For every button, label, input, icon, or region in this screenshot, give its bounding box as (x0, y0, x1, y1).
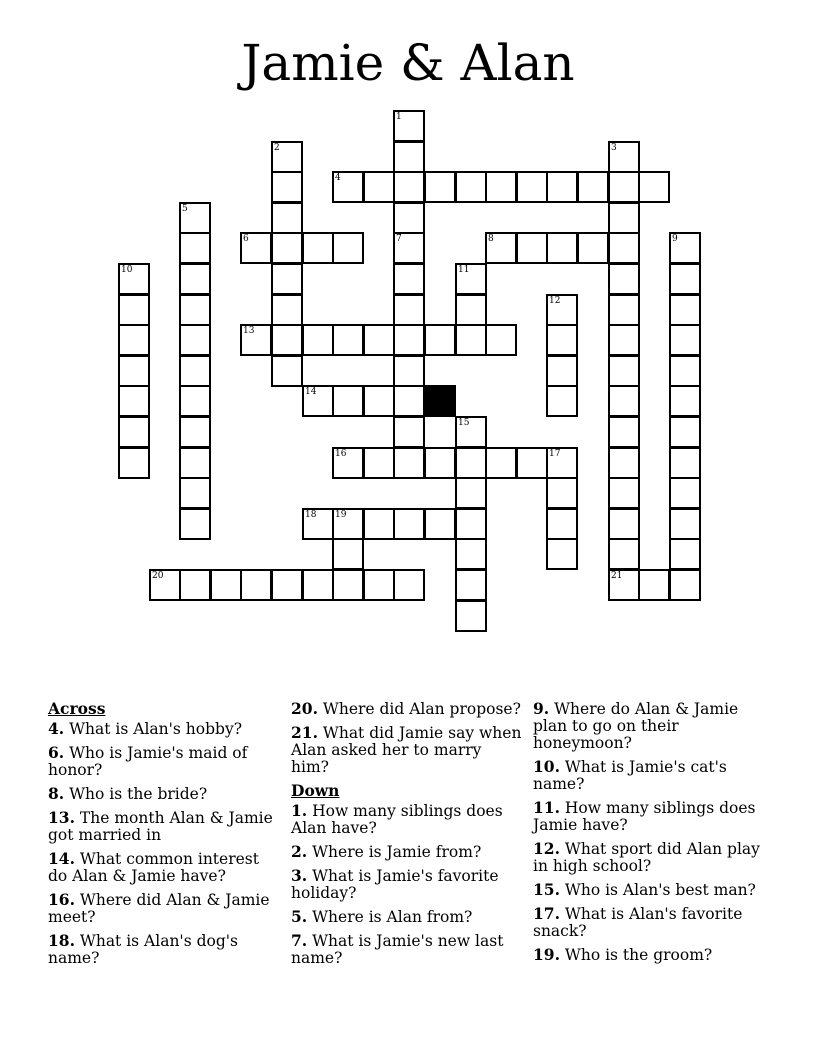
clue-across-14[interactable] (48, 850, 276, 885)
grid-cell[interactable] (546, 447, 578, 479)
clue-text: How many siblings does Alan have? (291, 802, 503, 837)
grid-cell[interactable] (638, 171, 670, 203)
grid-cell[interactable] (393, 263, 425, 295)
clue-number: 19. (533, 945, 560, 964)
cell-number: 21 (611, 571, 623, 581)
clue-number: 3. (291, 866, 308, 885)
grid-cell[interactable] (332, 447, 364, 479)
grid-cell[interactable] (179, 477, 211, 509)
clue-text: Where did Alan & Jamie meet? (48, 891, 270, 926)
grid-cell[interactable] (455, 324, 487, 356)
clue-down-9[interactable] (533, 700, 763, 752)
grid-cell[interactable] (577, 232, 609, 264)
clue-number: 15. (533, 880, 560, 899)
cell-number: 18 (305, 510, 317, 520)
grid-cell[interactable] (210, 569, 242, 601)
clue-column-2 (291, 700, 523, 973)
clue-across-13[interactable] (48, 809, 276, 844)
grid-cell[interactable] (393, 569, 425, 601)
grid-cell[interactable] (393, 110, 425, 142)
clue-number: 13. (48, 808, 75, 827)
grid-cell[interactable] (363, 508, 395, 540)
grid-cell[interactable] (608, 202, 640, 234)
cell-number: 2 (274, 143, 280, 153)
clue-text: Where did Alan propose? (322, 700, 521, 718)
grid-cell[interactable] (455, 538, 487, 570)
cell-number: 16 (335, 449, 347, 459)
clue-column-3 (533, 700, 763, 970)
cell-number: 7 (396, 234, 402, 244)
grid-cell[interactable] (271, 232, 303, 264)
grid-cell[interactable] (271, 171, 303, 203)
grid-cell[interactable] (302, 232, 334, 264)
grid-cell[interactable] (118, 263, 150, 295)
grid-cell[interactable] (179, 569, 211, 601)
cell-number: 20 (152, 571, 164, 581)
grid-cell[interactable] (669, 294, 701, 326)
grid-cell[interactable] (332, 171, 364, 203)
clue-across-4[interactable] (48, 720, 276, 738)
clue-text: What is Alan's favorite snack? (533, 905, 743, 940)
grid-cell[interactable] (669, 569, 701, 601)
grid-cell[interactable] (179, 294, 211, 326)
clue-down-10[interactable] (533, 758, 763, 793)
grid-cell[interactable] (669, 508, 701, 540)
clue-text: Who is Alan's best man? (564, 881, 756, 899)
grid-cell[interactable] (608, 538, 640, 570)
grid-cell[interactable] (271, 202, 303, 234)
grid-cell[interactable] (455, 263, 487, 295)
cell-number: 14 (305, 387, 317, 397)
cell-number: 3 (611, 143, 617, 153)
clue-down-15[interactable] (533, 881, 763, 899)
clue-text: Who is the groom? (564, 946, 713, 964)
grid-cell[interactable] (271, 294, 303, 326)
grid-cell[interactable] (455, 294, 487, 326)
grid-cell[interactable] (455, 171, 487, 203)
grid-cell[interactable] (455, 569, 487, 601)
grid-cell[interactable] (669, 385, 701, 417)
grid-cell[interactable] (393, 355, 425, 387)
grid-cell[interactable] (608, 232, 640, 264)
cell-number: 5 (182, 204, 188, 214)
grid-cell[interactable] (363, 385, 395, 417)
clue-across-16[interactable] (48, 891, 276, 926)
cell-number: 15 (458, 418, 470, 428)
grid-cell[interactable] (455, 477, 487, 509)
grid-cell[interactable] (363, 171, 395, 203)
cell-number: 8 (488, 234, 494, 244)
grid-cell[interactable] (271, 569, 303, 601)
clue-number: 20. (291, 699, 318, 718)
grid-cell[interactable] (485, 232, 517, 264)
cell-number: 4 (335, 173, 341, 183)
clue-across-21[interactable] (291, 724, 523, 776)
clue-down-1[interactable] (291, 802, 523, 837)
grid-cell[interactable] (669, 324, 701, 356)
clue-number: 1. (291, 801, 308, 820)
grid-cell[interactable] (118, 355, 150, 387)
clue-number: 18. (48, 931, 75, 950)
grid-cell[interactable] (393, 447, 425, 479)
clue-number: 11. (533, 798, 560, 817)
clue-across-8[interactable] (48, 785, 276, 803)
grid-cell[interactable] (485, 447, 517, 479)
grid-cell[interactable] (669, 477, 701, 509)
cell-number: 12 (549, 296, 561, 306)
grid-cell[interactable] (608, 294, 640, 326)
grid-cell[interactable] (332, 385, 364, 417)
across-heading: Across (48, 699, 106, 718)
grid-cell[interactable] (669, 355, 701, 387)
grid-cell[interactable] (608, 447, 640, 479)
grid-cell[interactable] (546, 294, 578, 326)
grid-cell[interactable] (669, 232, 701, 264)
cell-number: 11 (458, 265, 470, 275)
grid-cell[interactable] (608, 477, 640, 509)
cell-number: 13 (243, 326, 255, 336)
page-title: Jamie & Alan (241, 34, 575, 92)
grid-cell[interactable] (332, 232, 364, 264)
grid-cell[interactable] (118, 324, 150, 356)
clue-down-11[interactable] (533, 799, 763, 834)
clue-text: Where is Jamie from? (312, 843, 482, 861)
grid-cell[interactable] (118, 416, 150, 448)
grid-cell[interactable] (302, 385, 334, 417)
grid-cell[interactable] (455, 508, 487, 540)
grid-cell[interactable] (393, 202, 425, 234)
cell-number: 1 (396, 112, 402, 122)
grid-cell[interactable] (179, 416, 211, 448)
clue-across-18[interactable] (48, 932, 276, 967)
clue-text: What did Jamie say when Alan asked her to marry him? (291, 724, 522, 776)
clue-text: What common interest do Alan & Jamie have? (48, 850, 259, 885)
grid-cell[interactable] (516, 447, 548, 479)
grid-cell[interactable] (179, 508, 211, 540)
grid-cell[interactable] (393, 416, 425, 448)
clue-text: What is Alan's dog's name? (48, 932, 238, 967)
clue-down-2[interactable] (291, 843, 523, 861)
grid-cell[interactable] (179, 202, 211, 234)
grid-cell[interactable] (608, 508, 640, 540)
grid-cell[interactable] (516, 171, 548, 203)
grid-cell[interactable] (608, 324, 640, 356)
cell-number: 19 (335, 510, 347, 520)
grid-cell[interactable] (424, 508, 456, 540)
grid-cell[interactable] (516, 232, 548, 264)
clue-number: 14. (48, 849, 75, 868)
cell-number: 10 (121, 265, 133, 275)
grid-cell[interactable] (240, 569, 272, 601)
grid-cell[interactable] (302, 508, 334, 540)
grid-cell[interactable] (240, 232, 272, 264)
clue-down-3[interactable] (291, 867, 523, 902)
grid-cell[interactable] (179, 263, 211, 295)
grid-cell[interactable] (393, 508, 425, 540)
grid-cell[interactable] (608, 171, 640, 203)
cell-number: 6 (243, 234, 249, 244)
clue-number: 17. (533, 904, 560, 923)
down-heading: Down (291, 781, 340, 800)
grid-cell[interactable] (608, 416, 640, 448)
clue-text: The month Alan & Jamie got married in (48, 809, 273, 844)
grid-cell[interactable] (118, 447, 150, 479)
grid-cell[interactable] (393, 232, 425, 264)
grid-cell[interactable] (424, 171, 456, 203)
grid-cell[interactable] (546, 355, 578, 387)
grid-cell[interactable] (669, 447, 701, 479)
clue-text: What sport did Alan play in high school? (533, 840, 760, 875)
clue-text: Where do Alan & Jamie plan to go on their honeymoon? (533, 700, 739, 752)
grid-cell[interactable] (485, 324, 517, 356)
clue-across-20[interactable] (291, 700, 523, 718)
grid-cell[interactable] (608, 569, 640, 601)
grid-cell[interactable] (669, 416, 701, 448)
grid-cell[interactable] (455, 416, 487, 448)
clue-number: 7. (291, 931, 308, 950)
grid-cell[interactable] (424, 447, 456, 479)
clue-text: What is Jamie's favorite holiday? (291, 867, 499, 902)
clue-down-12[interactable] (533, 840, 763, 875)
grid-cell[interactable] (455, 600, 487, 632)
clue-down-5[interactable] (291, 908, 523, 926)
grid-cell[interactable] (179, 324, 211, 356)
grid-cell[interactable] (608, 355, 640, 387)
clue-text: How many siblings does Jamie have? (533, 799, 756, 834)
clue-number: 8. (48, 784, 65, 803)
grid-cell[interactable] (546, 171, 578, 203)
grid-cell[interactable] (546, 324, 578, 356)
grid-cell[interactable] (179, 385, 211, 417)
grid-cell[interactable] (608, 141, 640, 173)
clue-number: 4. (48, 719, 65, 738)
grid-cell[interactable] (546, 508, 578, 540)
clue-number: 16. (48, 890, 75, 909)
grid-cell[interactable] (393, 141, 425, 173)
clue-text: What is Alan's hobby? (69, 720, 243, 738)
grid-cell[interactable] (546, 538, 578, 570)
grid-cell[interactable] (240, 324, 272, 356)
grid-cell[interactable] (485, 171, 517, 203)
grid-cell[interactable] (455, 447, 487, 479)
grid-cell[interactable] (332, 324, 364, 356)
grid-cell[interactable] (546, 232, 578, 264)
clue-column-1 (48, 700, 276, 973)
grid-cell[interactable] (638, 569, 670, 601)
grid-cell[interactable] (271, 355, 303, 387)
grid-cell[interactable] (271, 324, 303, 356)
clue-number: 21. (291, 723, 318, 742)
grid-cell[interactable] (332, 508, 364, 540)
clue-number: 9. (533, 699, 550, 718)
clue-text: Where is Alan from? (312, 908, 473, 926)
clue-number: 10. (533, 757, 560, 776)
clue-number: 2. (291, 842, 308, 861)
grid-cell[interactable] (608, 385, 640, 417)
grid-cell[interactable] (669, 263, 701, 295)
grid-cell[interactable] (302, 569, 334, 601)
grid-cell[interactable] (424, 324, 456, 356)
grid-cell[interactable] (363, 324, 395, 356)
grid-cell[interactable] (546, 477, 578, 509)
grid-cell[interactable] (271, 263, 303, 295)
grid-cell[interactable] (363, 569, 395, 601)
grid-cell[interactable] (271, 141, 303, 173)
grid-cell[interactable] (149, 569, 181, 601)
grid-cell[interactable] (179, 232, 211, 264)
grid-cell[interactable] (179, 447, 211, 479)
grid-cell[interactable] (118, 385, 150, 417)
clue-text: What is Jamie's cat's name? (533, 758, 727, 793)
clue-down-17[interactable] (533, 905, 763, 940)
grid-cell[interactable] (577, 171, 609, 203)
grid-cell[interactable] (393, 294, 425, 326)
clue-text: What is Jamie's new last name? (291, 932, 504, 967)
clue-number: 12. (533, 839, 560, 858)
grid-cell[interactable] (546, 385, 578, 417)
clue-number: 5. (291, 907, 308, 926)
grid-cell[interactable] (393, 171, 425, 203)
grid-cell[interactable] (332, 538, 364, 570)
black-square (424, 385, 456, 417)
clue-across-6[interactable] (48, 744, 276, 779)
clue-down-19[interactable] (533, 946, 763, 964)
grid-cell[interactable] (669, 538, 701, 570)
grid-cell[interactable] (302, 324, 334, 356)
clue-text: Who is Jamie's maid of honor? (48, 744, 248, 779)
grid-cell[interactable] (363, 447, 395, 479)
grid-cell[interactable] (393, 385, 425, 417)
cell-number: 9 (672, 234, 678, 244)
clue-down-7[interactable] (291, 932, 523, 967)
cell-number: 17 (549, 449, 561, 459)
grid-cell[interactable] (179, 355, 211, 387)
grid-cell[interactable] (393, 324, 425, 356)
clue-number: 6. (48, 743, 65, 762)
grid-cell[interactable] (118, 294, 150, 326)
grid-cell[interactable] (608, 263, 640, 295)
grid-cell[interactable] (332, 569, 364, 601)
clue-text: Who is the bride? (69, 785, 208, 803)
